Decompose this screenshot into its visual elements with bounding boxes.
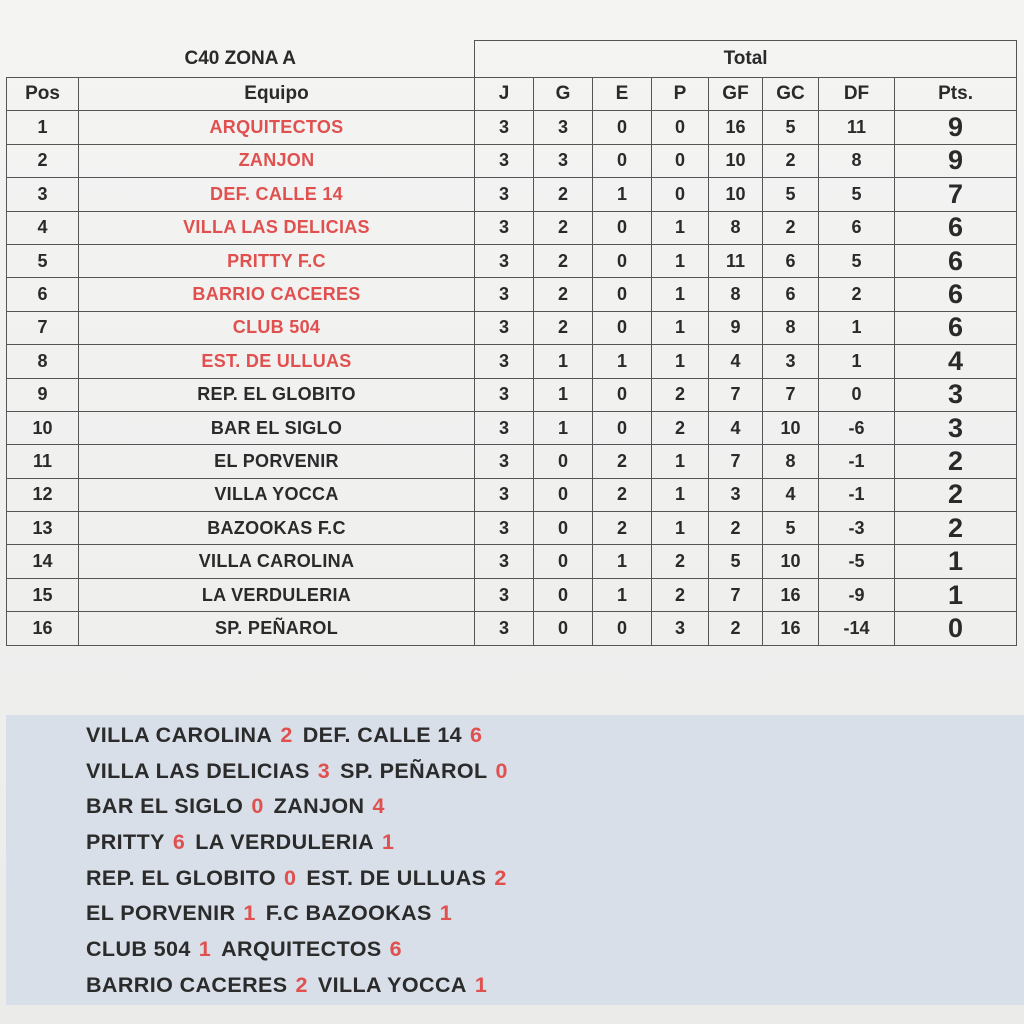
drawn-cell: 0 [593,278,652,311]
goals-for-cell: 4 [709,345,763,378]
pos-cell: 13 [7,512,79,545]
home-team: BAR EL SIGLO [86,794,244,819]
pos-cell: 4 [7,211,79,244]
played-cell: 3 [475,111,534,144]
goal-diff-cell: 11 [819,111,895,144]
lost-cell: 1 [652,311,709,344]
played-cell: 3 [475,478,534,511]
col-won: G [534,78,593,111]
team-cell: REP. EL GLOBITO [79,378,475,411]
drawn-cell: 1 [593,545,652,578]
table-row [7,244,1017,277]
points-cell: 3 [895,411,1017,444]
won-cell: 2 [534,244,593,277]
col-points: Pts. [895,78,1017,111]
played-cell: 3 [475,144,534,177]
table-row [7,478,1017,511]
total-header: Total [475,41,1017,78]
goals-against-cell: 10 [763,411,819,444]
home-team: PRITTY [86,830,165,855]
col-pos: Pos [7,78,79,111]
pos-cell: 2 [7,144,79,177]
home-score: 6 [172,830,186,855]
goal-diff-cell: 2 [819,278,895,311]
played-cell: 3 [475,178,534,211]
points-cell: 2 [895,512,1017,545]
team-cell: EL PORVENIR [79,445,475,478]
drawn-cell: 0 [593,111,652,144]
team-cell: VILLA CAROLINA [79,545,475,578]
table-row [7,278,1017,311]
team-cell: BARRIO CACERES [79,278,475,311]
pos-cell: 16 [7,612,79,645]
drawn-cell: 1 [593,178,652,211]
home-score: 0 [251,794,264,819]
result-item [86,861,508,897]
team-cell: VILLA YOCCA [79,478,475,511]
drawn-cell: 0 [593,144,652,177]
points-cell: 4 [895,345,1017,378]
result-item [86,718,508,754]
goal-diff-cell: 5 [819,244,895,277]
won-cell: 1 [534,345,593,378]
goals-for-cell: 10 [709,178,763,211]
points-cell: 6 [895,278,1017,311]
played-cell: 3 [475,545,534,578]
table-row [7,144,1017,177]
away-score: 6 [389,937,402,962]
goal-diff-cell: -1 [819,445,895,478]
goals-for-cell: 2 [709,512,763,545]
team-cell: BAR EL SIGLO [79,411,475,444]
goal-diff-cell: -6 [819,411,895,444]
goals-against-cell: 5 [763,178,819,211]
points-cell: 2 [895,478,1017,511]
lost-cell: 1 [652,244,709,277]
played-cell: 3 [475,311,534,344]
goal-diff-cell: 1 [819,345,895,378]
lost-cell: 1 [652,211,709,244]
goals-for-cell: 16 [709,111,763,144]
result-item [86,789,508,825]
away-team: ARQUITECTOS [221,937,382,962]
lost-cell: 1 [652,345,709,378]
goals-against-cell: 5 [763,512,819,545]
zone-title: C40 ZONA A [7,41,475,78]
played-cell: 3 [475,244,534,277]
home-team: CLUB 504 [86,937,191,962]
goals-for-cell: 2 [709,612,763,645]
goals-for-cell: 7 [709,378,763,411]
table-row [7,612,1017,645]
column-header-row [7,78,1017,111]
team-cell: CLUB 504 [79,311,475,344]
table-row [7,378,1017,411]
pos-cell: 14 [7,545,79,578]
goals-against-cell: 10 [763,545,819,578]
goals-against-cell: 6 [763,278,819,311]
col-goals-against: GC [763,78,819,111]
table-row [7,345,1017,378]
table-row [7,512,1017,545]
points-cell: 3 [895,378,1017,411]
goals-against-cell: 6 [763,244,819,277]
goal-diff-cell: -1 [819,478,895,511]
played-cell: 3 [475,512,534,545]
table-row [7,211,1017,244]
home-score: 2 [295,972,308,997]
lost-cell: 2 [652,411,709,444]
pos-cell: 6 [7,278,79,311]
goals-against-cell: 7 [763,378,819,411]
away-team: DEF. CALLE 14 [302,723,463,747]
goals-against-cell: 8 [763,311,819,344]
team-cell: ZANJON [79,144,475,177]
goals-for-cell: 7 [709,578,763,611]
table-row [7,111,1017,144]
goals-against-cell: 16 [763,578,819,611]
drawn-cell: 0 [593,311,652,344]
home-team: REP. EL GLOBITO [86,865,276,890]
won-cell: 3 [534,144,593,177]
lost-cell: 1 [652,278,709,311]
goals-for-cell: 8 [709,211,763,244]
away-score: 0 [495,758,508,783]
played-cell: 3 [475,445,534,478]
goals-against-cell: 5 [763,111,819,144]
won-cell: 0 [534,445,593,478]
points-cell: 9 [895,111,1017,144]
home-score: 1 [198,937,212,962]
lost-cell: 0 [652,144,709,177]
lost-cell: 0 [652,178,709,211]
standings-table [6,40,1017,646]
played-cell: 3 [475,345,534,378]
drawn-cell: 2 [593,445,652,478]
points-cell: 1 [895,545,1017,578]
won-cell: 2 [534,211,593,244]
away-score: 6 [470,723,483,747]
won-cell: 3 [534,111,593,144]
home-score: 0 [284,865,297,890]
drawn-cell: 2 [593,512,652,545]
played-cell: 3 [475,578,534,611]
goals-against-cell: 2 [763,211,819,244]
played-cell: 3 [475,378,534,411]
pos-cell: 7 [7,311,79,344]
played-cell: 3 [475,278,534,311]
goals-for-cell: 10 [709,144,763,177]
table-row [7,445,1017,478]
pos-cell: 12 [7,478,79,511]
goal-diff-cell: -9 [819,578,895,611]
points-cell: 6 [895,211,1017,244]
result-item [86,968,508,1004]
home-team: VILLA CAROLINA [86,723,273,747]
won-cell: 1 [534,411,593,444]
team-cell: SP. PEÑAROL [79,612,475,645]
goals-against-cell: 16 [763,612,819,645]
pos-cell: 15 [7,578,79,611]
drawn-cell: 0 [593,211,652,244]
pos-cell: 9 [7,378,79,411]
pos-cell: 10 [7,411,79,444]
goals-for-cell: 7 [709,445,763,478]
drawn-cell: 0 [593,378,652,411]
goals-for-cell: 4 [709,411,763,444]
won-cell: 0 [534,612,593,645]
lost-cell: 1 [652,445,709,478]
goals-against-cell: 4 [763,478,819,511]
away-team: ZANJON [273,794,365,819]
away-score: 1 [474,972,488,997]
goals-against-cell: 2 [763,144,819,177]
won-cell: 2 [534,178,593,211]
away-team: SP. PEÑAROL [340,758,488,783]
pos-cell: 8 [7,345,79,378]
pos-cell: 11 [7,445,79,478]
goal-diff-cell: 1 [819,311,895,344]
team-cell: LA VERDULERIA [79,578,475,611]
drawn-cell: 0 [593,612,652,645]
home-score: 3 [317,758,331,783]
points-cell: 9 [895,144,1017,177]
result-item [86,932,508,968]
table-row [7,578,1017,611]
points-cell: 0 [895,612,1017,645]
won-cell: 0 [534,478,593,511]
results-panel [6,715,1024,1005]
drawn-cell: 0 [593,411,652,444]
played-cell: 3 [475,612,534,645]
goal-diff-cell: 8 [819,144,895,177]
home-team: BARRIO CACERES [86,972,288,997]
points-cell: 6 [895,311,1017,344]
won-cell: 0 [534,512,593,545]
table-row [7,178,1017,211]
col-goal-diff: DF [819,78,895,111]
pos-cell: 1 [7,111,79,144]
won-cell: 0 [534,545,593,578]
team-cell: BAZOOKAS F.C [79,512,475,545]
drawn-cell: 1 [593,345,652,378]
drawn-cell: 0 [593,244,652,277]
goals-for-cell: 3 [709,478,763,511]
away-team: LA VERDULERIA [195,830,375,855]
drawn-cell: 2 [593,478,652,511]
lost-cell: 2 [652,545,709,578]
pos-cell: 5 [7,244,79,277]
team-cell: EST. DE ULLUAS [79,345,475,378]
col-team: Equipo [79,78,475,111]
lost-cell: 1 [652,512,709,545]
col-lost: P [652,78,709,111]
away-score: 1 [382,830,395,855]
lost-cell: 0 [652,111,709,144]
goals-for-cell: 9 [709,311,763,344]
lost-cell: 3 [652,612,709,645]
goal-diff-cell: -14 [819,612,895,645]
goal-diff-cell: -5 [819,545,895,578]
goals-against-cell: 8 [763,445,819,478]
col-played: J [475,78,534,111]
points-cell: 6 [895,244,1017,277]
table-row [7,311,1017,344]
result-item [86,896,508,932]
drawn-cell: 1 [593,578,652,611]
goals-for-cell: 5 [709,545,763,578]
col-drawn: E [593,78,652,111]
points-cell: 2 [895,445,1017,478]
home-score: 2 [280,723,293,747]
home-team: EL PORVENIR [86,901,236,926]
goals-for-cell: 11 [709,244,763,277]
results-list [86,718,508,1004]
title-row [7,41,1017,78]
team-cell: DEF. CALLE 14 [79,178,475,211]
away-team: F.C BAZOOKAS [265,901,432,926]
goals-against-cell: 3 [763,345,819,378]
result-item [86,754,508,790]
won-cell: 2 [534,311,593,344]
won-cell: 0 [534,578,593,611]
goals-for-cell: 8 [709,278,763,311]
goal-diff-cell: -3 [819,512,895,545]
away-score: 4 [372,794,385,819]
away-team: VILLA YOCCA [317,972,467,997]
won-cell: 2 [534,278,593,311]
lost-cell: 1 [652,478,709,511]
result-item [86,825,508,861]
played-cell: 3 [475,411,534,444]
away-score: 2 [494,865,507,890]
lost-cell: 2 [652,578,709,611]
standings-body [7,111,1017,645]
table-row [7,411,1017,444]
col-goals-for: GF [709,78,763,111]
team-cell: PRITTY F.C [79,244,475,277]
goal-diff-cell: 5 [819,178,895,211]
points-cell: 7 [895,178,1017,211]
lost-cell: 2 [652,378,709,411]
played-cell: 3 [475,211,534,244]
pos-cell: 3 [7,178,79,211]
team-cell: ARQUITECTOS [79,111,475,144]
goal-diff-cell: 6 [819,211,895,244]
table-row [7,545,1017,578]
won-cell: 1 [534,378,593,411]
away-score: 1 [439,901,453,926]
away-team: EST. DE ULLUAS [306,865,487,890]
home-score: 1 [243,901,256,926]
team-cell: VILLA LAS DELICIAS [79,211,475,244]
home-team: VILLA LAS DELICIAS [86,758,310,783]
points-cell: 1 [895,578,1017,611]
goal-diff-cell: 0 [819,378,895,411]
